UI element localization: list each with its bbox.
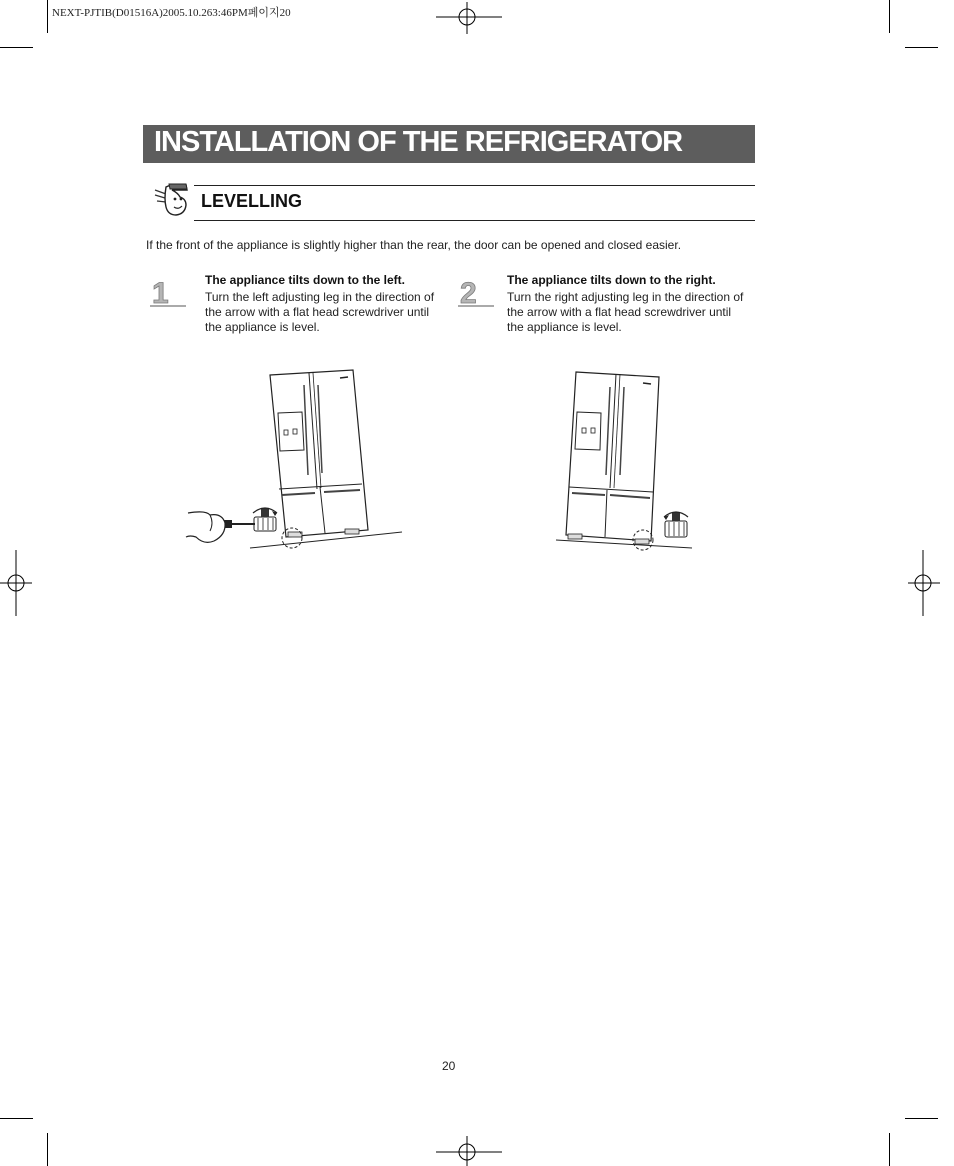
section-rule-top xyxy=(194,185,755,186)
page-title: INSTALLATION OF THE REFRIGERATOR xyxy=(154,126,683,158)
step-1-line: the appliance is level. xyxy=(205,320,320,334)
refrigerator-left-tilt-icon xyxy=(180,365,410,555)
step-2-heading: The appliance tilts down to the right. xyxy=(507,273,716,287)
page-number: 20 xyxy=(442,1059,456,1073)
step-number-2-icon xyxy=(458,277,494,307)
print-header: NEXT-PJTIB(D01516A)2005.10.263:46PM페이지20 xyxy=(52,7,291,19)
step-2-line: the appliance is level. xyxy=(507,320,622,334)
step-2-line: Turn the right adjusting leg in the direction of xyxy=(507,290,744,304)
step-number-2: 2 xyxy=(460,277,477,307)
page-title-bar xyxy=(143,125,755,163)
step-2-body xyxy=(507,290,747,335)
step-2-line: the arrow with a flat head screwdriver until xyxy=(507,305,732,319)
step-number-1-icon xyxy=(150,277,186,307)
pointing-hand-icon xyxy=(152,181,192,219)
step-1-heading: The appliance tilts down to the left. xyxy=(205,273,406,287)
step-1-line: the arrow with a flat head screwdriver until xyxy=(205,305,430,319)
step-number-1: 1 xyxy=(152,277,169,307)
section-title: LEVELLING xyxy=(201,191,303,211)
registration-mark-left xyxy=(0,550,34,616)
step-1-body xyxy=(205,290,445,335)
intro-paragraph: If the front of the appliance is slightly higher than the rear, the door can be opened and closed easier. xyxy=(146,238,682,252)
registration-mark-top xyxy=(436,2,502,36)
registration-mark-bottom xyxy=(436,1134,502,1166)
step-1-line: Turn the left adjusting leg in the direction of xyxy=(205,290,435,304)
registration-mark-right xyxy=(906,550,940,616)
section-rule-bottom xyxy=(194,220,755,221)
refrigerator-right-tilt-icon xyxy=(550,365,710,555)
